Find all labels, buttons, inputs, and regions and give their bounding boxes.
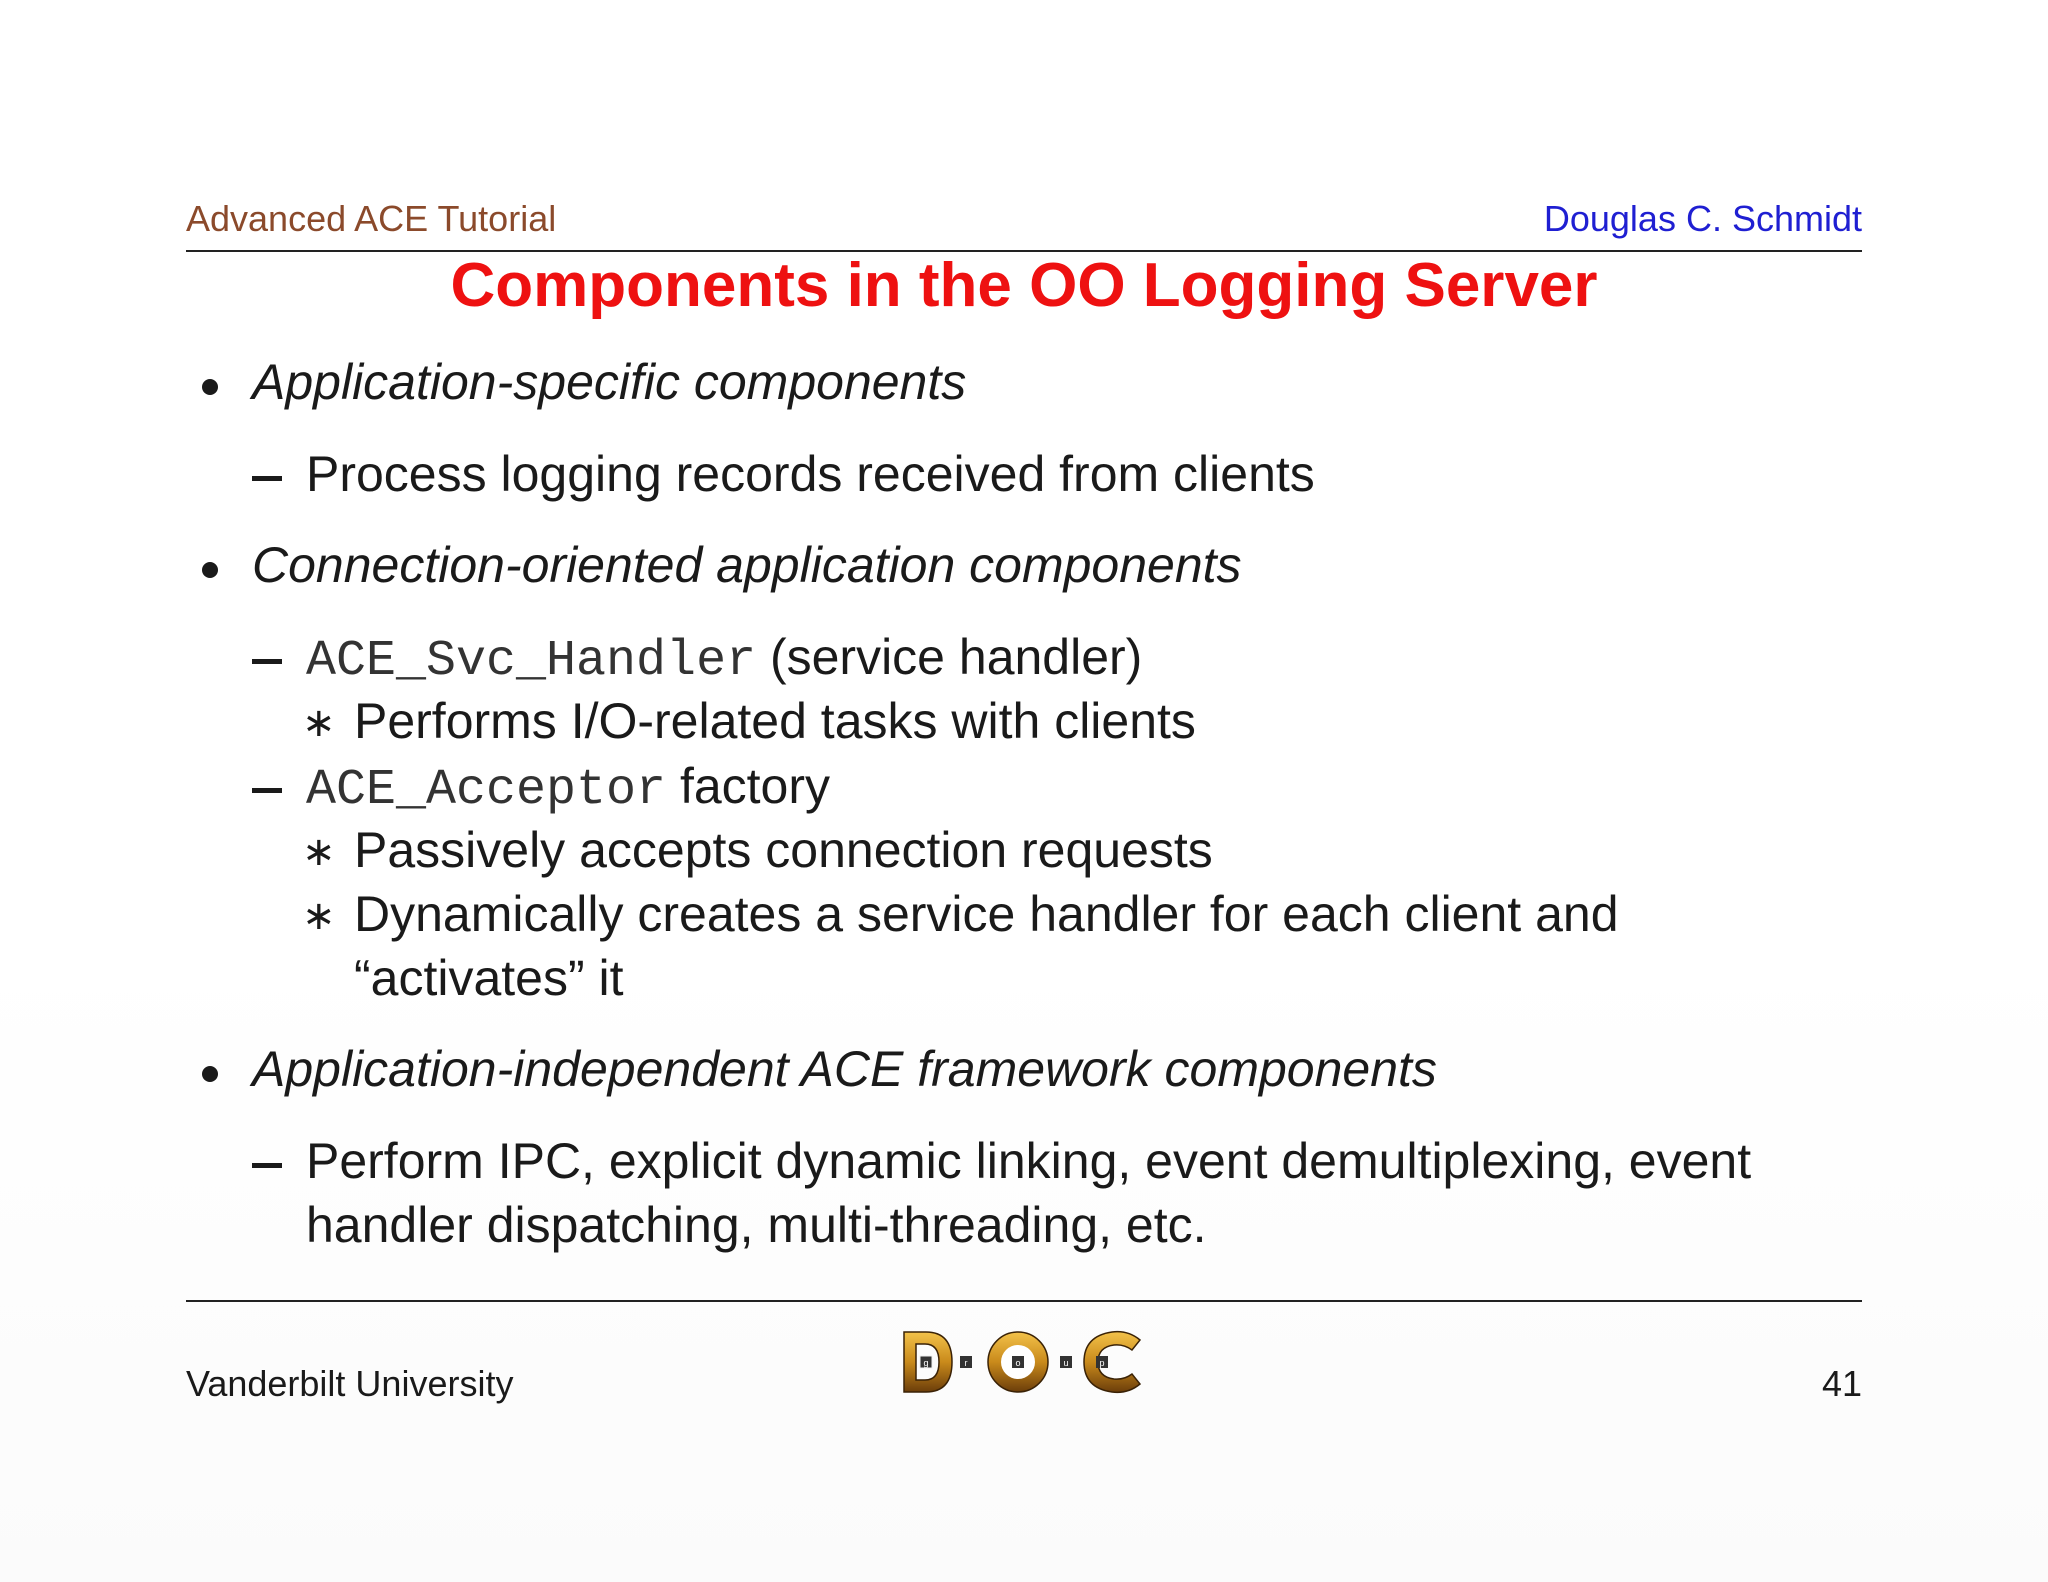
asterisk-icon: ∗ xyxy=(302,701,336,745)
detail-passively-accepts: Passively accepts connection requests xyxy=(354,822,1213,878)
footer-divider xyxy=(186,1300,1862,1302)
doc-group-logo xyxy=(900,1326,1148,1398)
sub-bullet-process-records: Process logging records received from clients xyxy=(306,446,1315,502)
svg-text:p: p xyxy=(1099,1358,1105,1368)
svg-text:o: o xyxy=(1015,1358,1021,1368)
detail-dynamically-creates-line2: “activates” it xyxy=(354,950,624,1006)
sub-bullet-perform-ipc-line2: handler dispatching, multi-threading, etc. xyxy=(306,1197,1207,1253)
bullet-connection-oriented: Connection-oriented application components xyxy=(252,537,1242,593)
dash-icon xyxy=(252,1163,282,1168)
bullet-dot-icon xyxy=(202,562,218,578)
code-ace-svc-handler: ACE_Svc_Handler xyxy=(306,633,757,690)
dash-icon xyxy=(252,476,282,481)
asterisk-icon: ∗ xyxy=(302,830,336,874)
slide-title: Components in the OO Logging Server xyxy=(450,251,1598,320)
header-course-title: Advanced ACE Tutorial xyxy=(186,198,557,239)
sub-bullet-svc-handler xyxy=(306,627,1142,692)
page-number: 41 xyxy=(1821,1363,1862,1404)
asterisk-icon: ∗ xyxy=(302,894,336,938)
bullet-dot-icon xyxy=(202,1066,218,1082)
svc-handler-description: (service handler) xyxy=(756,629,1143,685)
dash-icon xyxy=(252,788,282,793)
detail-performs-io: Performs I/O-related tasks with clients xyxy=(354,693,1196,749)
bullet-dot-icon xyxy=(202,379,218,395)
svg-text:r: r xyxy=(964,1358,968,1368)
code-ace-acceptor: ACE_Acceptor xyxy=(306,762,667,819)
detail-dynamically-creates-line1: Dynamically creates a service handler for each client and xyxy=(354,886,1619,942)
sub-bullet-acceptor xyxy=(306,756,830,821)
svg-text:g: g xyxy=(923,1358,929,1368)
header-author: Douglas C. Schmidt xyxy=(1543,198,1862,239)
acceptor-description: factory xyxy=(666,758,831,814)
footer-institution: Vanderbilt University xyxy=(186,1363,514,1404)
bullet-application-specific: Application-specific components xyxy=(252,354,967,410)
svg-text:u: u xyxy=(1063,1358,1069,1368)
dash-icon xyxy=(252,659,282,664)
bullet-application-independent: Application-independent ACE framework components xyxy=(252,1041,1437,1097)
sub-bullet-perform-ipc-line1: Perform IPC, explicit dynamic linking, event demultiplexing, event xyxy=(306,1133,1752,1189)
